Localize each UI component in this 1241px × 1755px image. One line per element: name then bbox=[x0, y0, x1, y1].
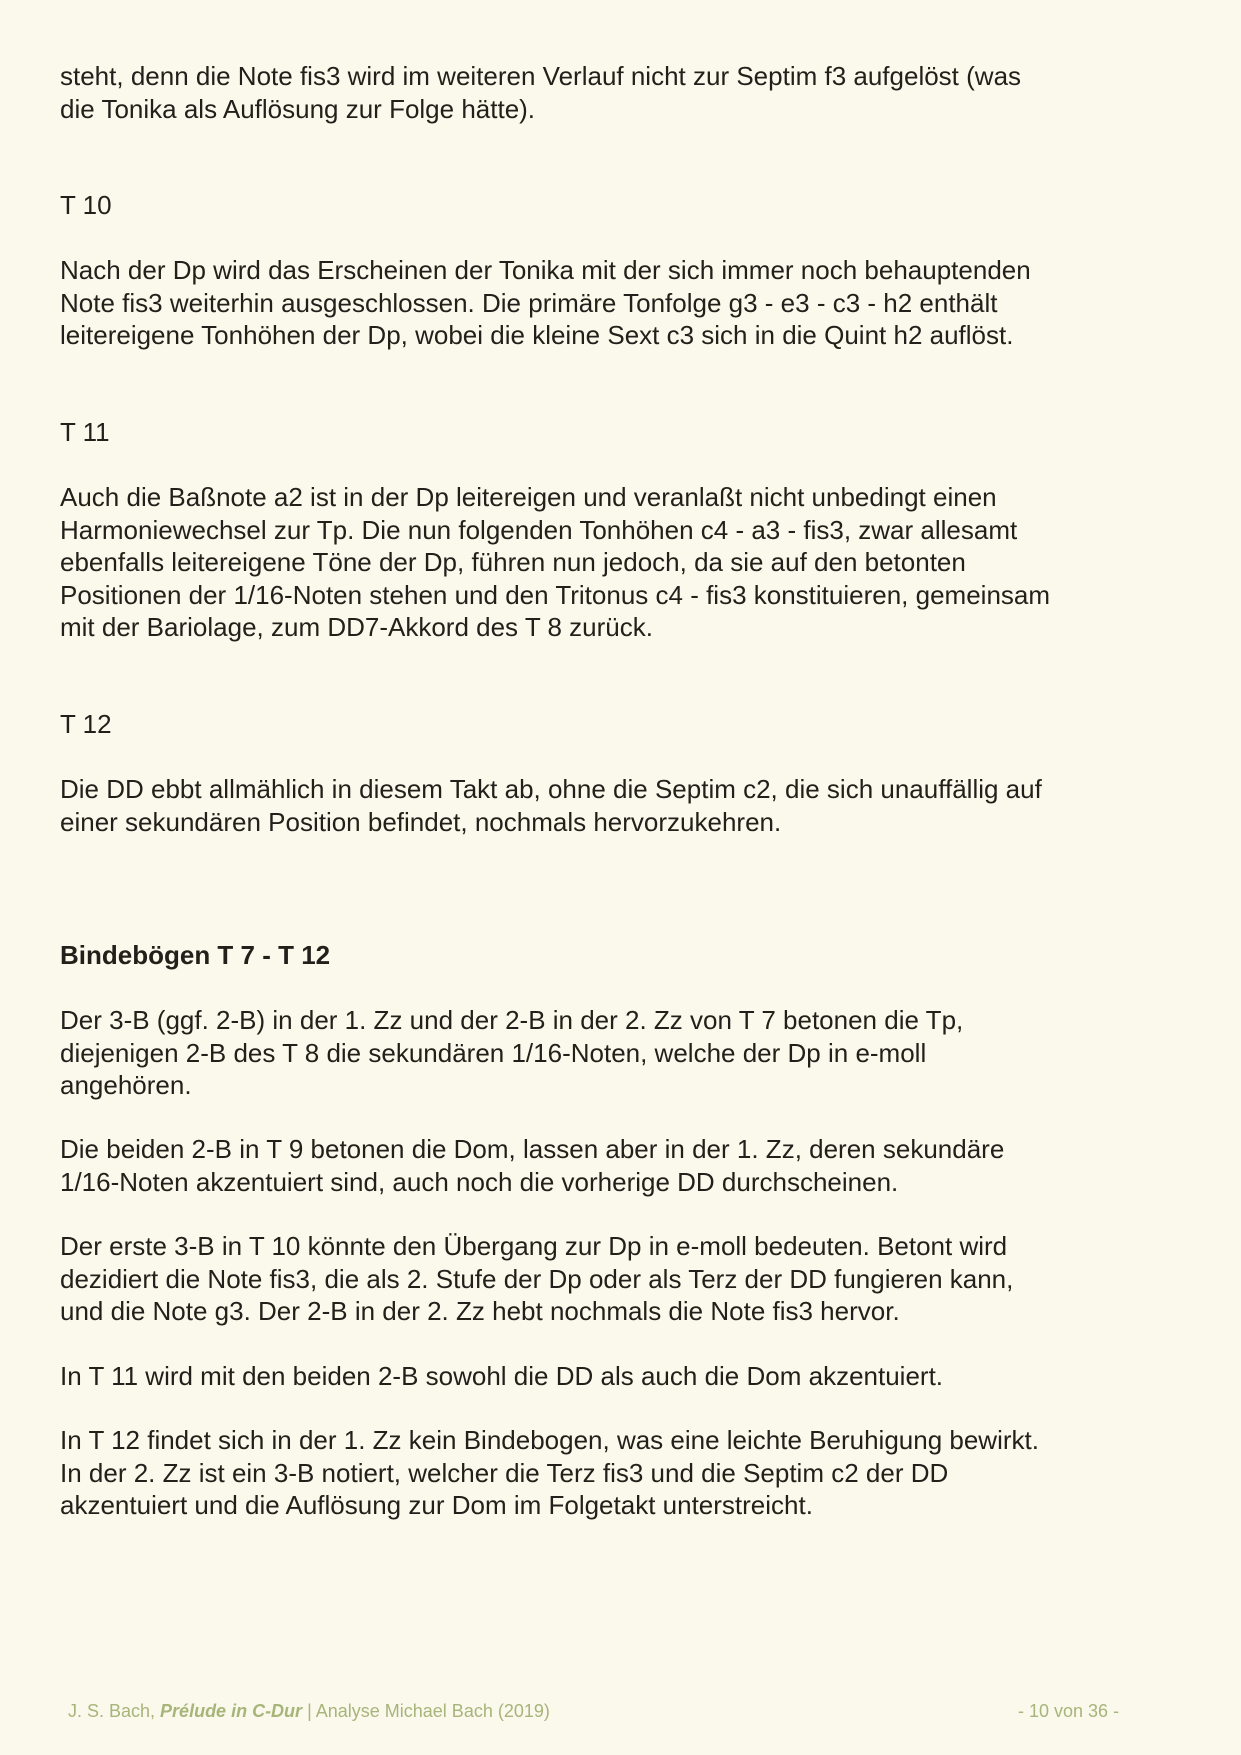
paragraph-bindeboegen-t11: In T 11 wird mit den beiden 2-B sowohl die DD als auch die Dom akzentuiert. bbox=[60, 1361, 944, 1391]
paragraph-bindeboegen-t10: Der erste 3-B in T 10 könnte den Übergang zur Dp in e-moll bedeuten. Betont wird dezidiert die Note fis3, die als 2. Stufe der Dp oder als Terz der DD fungieren kann, und die Note g3. Der 2-B in der 2. Zz hebt nochmals die Note fis3 hervor. bbox=[60, 1231, 1014, 1326]
paragraph-bindeboegen-t9: Die beiden 2-B in T 9 betonen die Dom, lassen aber in der 1. Zz, deren sekundäre 1/16-Noten akzentuiert sind, auch noch die vorherige DD durchscheinen. bbox=[60, 1134, 1005, 1197]
paragraph-t10: Nach der Dp wird das Erscheinen der Tonika mit der sich immer noch behauptenden Note fis3 weiterhin ausgeschlossen. Die primäre Tonfolge g3 - e3 - c3 - h2 enthält leitereigene Tonhöhen der Dp, wobei die kleine Sext c3 sich in die Quint h2 auflöst. bbox=[60, 255, 1031, 350]
footer-page-number: - 10 von 36 - bbox=[1018, 1701, 1120, 1721]
footer-author: J. S. Bach, bbox=[68, 1701, 161, 1721]
paragraph-bindeboegen-t12: In T 12 findet sich in der 1. Zz kein Bindebogen, was eine leichte Beruhigung bewirkt. In der 2. Zz ist ein 3-B notiert, welcher die Terz fis3 und die Septim c2 der DD akzentuiert und die Auflösung zur Dom im Folgetakt unterstreicht. bbox=[60, 1425, 1039, 1520]
paragraph-t11: Auch die Baßnote a2 ist in der Dp leitereigen und veranlaßt nicht unbedingt einen Harmoniewechsel zur Tp. Die nun folgenden Tonhöhen c4 - a3 - fis3, zwar allesamt ebenfalls leitereigene Töne der Dp, führen nun jedoch, da sie auf den betonten Positionen der 1/16-Noten stehen und den Tritonus c4 - fis3 konstituieren, gemeinsam mit der Bariolage, zum DD7-Akkord des T 8 zurück. bbox=[60, 482, 1051, 642]
paragraph-continuation: steht, denn die Note fis3 wird im weiteren Verlauf nicht zur Septim f3 aufgelöst (was die Tonika als Auflösung zur Folge hätte). bbox=[60, 61, 1022, 124]
footer-title: Prélude in C-Dur bbox=[160, 1701, 303, 1721]
paragraph-bindeboegen-t7-t8: Der 3-B (ggf. 2-B) in der 1. Zz und der 2-B in der 2. Zz von T 7 betonen die Tp, diejenigen 2-B des T 8 die sekundären 1/16-Noten, welche der Dp in e-moll angehören. bbox=[60, 1005, 964, 1100]
section-heading-bindeboegen: Bindebögen T 7 - T 12 bbox=[60, 940, 331, 970]
section-label-t12: T 12 bbox=[60, 709, 112, 739]
paragraph-t12: Die DD ebbt allmählich in diesem Takt ab, ohne die Septim c2, die sich unauffällig auf einer sekundären Position befindet, nochmals hervorzukehren. bbox=[60, 774, 1042, 837]
section-label-t11: T 11 bbox=[60, 417, 110, 447]
footer-citation bbox=[68, 1700, 550, 1722]
section-label-t10: T 10 bbox=[60, 190, 112, 220]
footer-analysis: | Analyse Michael Bach (2019) bbox=[302, 1701, 550, 1721]
